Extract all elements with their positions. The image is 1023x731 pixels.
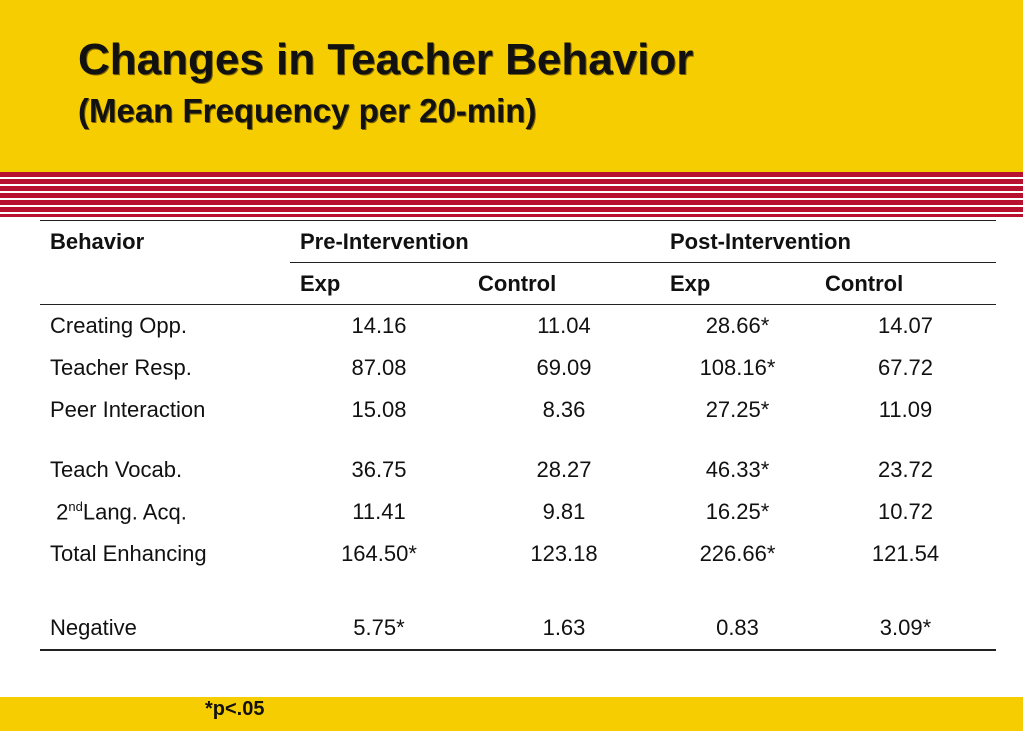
table-row: [40, 491, 996, 533]
cell-pre-control: 11.04: [537, 313, 591, 338]
behavior-table: [40, 220, 996, 651]
header-post-control: Control: [825, 270, 904, 296]
header-blank: [40, 263, 290, 305]
header-pre-intervention: Pre-Intervention: [290, 221, 660, 263]
footer-band: [0, 697, 1023, 731]
row-label: Teach Vocab.: [50, 457, 183, 482]
decorative-stripes: [0, 172, 1023, 217]
table-row: [40, 533, 996, 575]
cell-pre-exp: 14.16: [351, 313, 407, 338]
cell-pre-control: 8.36: [542, 397, 586, 422]
cell-pre-control: 1.63: [542, 615, 586, 640]
significance-footnote: *p<.05: [205, 698, 265, 720]
table-row: [40, 347, 996, 389]
table-row: [40, 389, 996, 431]
row-spacer: [40, 431, 996, 449]
cell-post-control: 67.72: [877, 355, 934, 380]
cell-post-control: 3.09*: [879, 615, 932, 640]
row-spacer: [40, 575, 996, 607]
row-label: Total Enhancing: [50, 541, 207, 566]
table-row: [40, 607, 996, 650]
row-label: [40, 491, 290, 533]
cell-post-exp: 27.25*: [705, 397, 770, 422]
cell-pre-exp: 15.08: [351, 397, 407, 422]
row-label: Negative: [50, 615, 137, 640]
row-label-number: 2: [56, 499, 69, 525]
cell-post-exp: 28.66*: [705, 313, 770, 338]
cell-post-control: 10.72: [877, 499, 934, 524]
table-row: [40, 449, 996, 491]
table-row: [40, 305, 996, 348]
title-subtitle: (Mean Frequency per 20-min): [78, 92, 537, 129]
row-label: Creating Opp.: [50, 313, 187, 338]
cell-post-exp: 16.25*: [705, 499, 770, 524]
header-post-intervention: Post-Intervention: [660, 221, 996, 263]
cell-pre-exp: 164.50*: [341, 541, 417, 566]
row-label-superscript: nd: [68, 498, 83, 514]
header-row-1: [40, 221, 996, 263]
row-label: Peer Interaction: [50, 397, 206, 422]
header-pre-exp: Exp: [300, 270, 341, 296]
row-label: Teacher Resp.: [50, 355, 192, 380]
cell-post-exp: 108.16*: [699, 355, 776, 380]
cell-post-control: 14.07: [877, 313, 934, 338]
cell-post-exp: 226.66*: [699, 541, 776, 566]
header-row-2: [40, 263, 996, 305]
header-post-exp: Exp: [670, 270, 711, 296]
cell-pre-exp: 87.08: [351, 355, 407, 380]
title-main: Changes in Teacher Behavior: [78, 35, 694, 84]
cell-pre-control: 9.81: [542, 499, 586, 524]
cell-post-exp: 46.33*: [705, 457, 770, 482]
header-behavior: Behavior: [50, 228, 145, 254]
cell-pre-control: 123.18: [530, 541, 598, 566]
cell-post-exp: 0.83: [716, 615, 759, 640]
cell-pre-exp: 5.75*: [353, 615, 405, 640]
cell-post-control: 121.54: [871, 541, 940, 566]
cell-pre-exp: 11.41: [352, 499, 406, 524]
cell-pre-control: 69.09: [536, 355, 592, 380]
cell-post-control: 11.09: [878, 397, 933, 422]
header-pre-control: Control: [478, 270, 557, 296]
cell-pre-control: 28.27: [536, 457, 592, 482]
cell-post-control: 23.72: [877, 457, 934, 482]
slide-title: [78, 35, 694, 129]
cell-pre-exp: 36.75: [351, 457, 407, 482]
row-label-rest: Lang. Acq.: [82, 499, 187, 525]
